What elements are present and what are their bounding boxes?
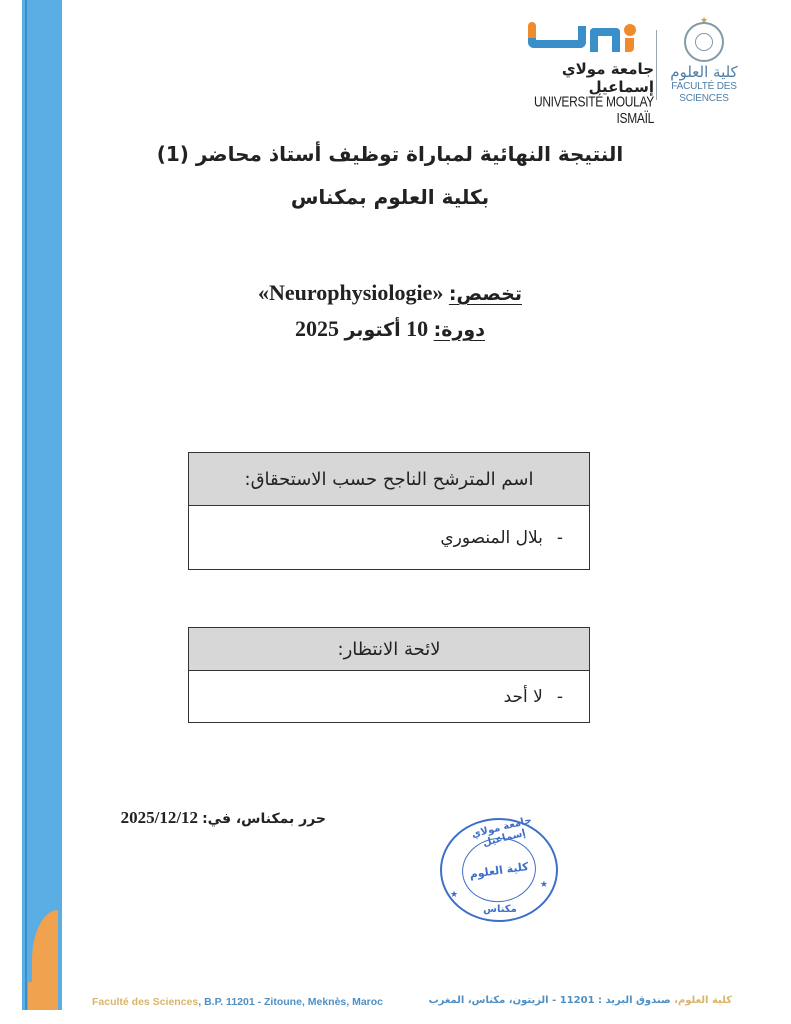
document-title: النتيجة النهائية لمباراة توظيف أستاذ محاضر (1) [156,142,624,166]
session-line [120,316,660,342]
faculty-name-fr: FACULTÉ DES SCIENCES [671,81,737,104]
waiting-list-header: لائحة الانتظار: [189,628,589,671]
star-icon: ★ [700,15,709,25]
star-icon: ★ [539,880,548,890]
document-subtitle: بكلية العلوم بمكناس [290,185,490,209]
signature-prefix: حرر بمكناس، في: [202,811,326,827]
stamp-bottom-text: مكناس [483,904,517,915]
footer-ar-address: صندوق البريد : 11201 - الزيتون، مكناس، المغرب [428,995,675,1006]
faculty-logo [660,15,748,104]
faculty-emblem-icon [684,15,724,62]
specialty-label: تخصص: [448,283,522,305]
star-icon: ★ [450,890,459,900]
official-stamp [440,814,558,922]
footer-fr-faculty: Faculté des Sciences [92,996,199,1008]
admitted-candidate-name: بلال المنصوري [440,528,543,548]
session-label: دورة: [433,319,485,341]
umi-logo-mark-icon [528,22,638,58]
footer-address-ar [428,995,732,1006]
admitted-candidate-table [188,452,590,570]
session-month: أكتوبر [344,319,401,341]
university-name-fr: UNIVERSITÉ MOULAY ISMAÏL [533,93,654,127]
faculty-name-ar: كلية العلوم [670,63,738,81]
logo-divider [656,30,657,100]
waiting-list-table [188,627,590,723]
waiting-list-row [189,671,589,723]
specialty-line [120,280,660,306]
left-stripe-line [25,0,27,1010]
university-name-ar: جامعة مولاي إسماعيل [561,60,654,96]
stamp-outer-text: جامعة مولاي إسماعيل [470,814,533,849]
university-logo [506,22,654,127]
footer-fr-address: , B.P. 11201 - Zitoune, Meknès, Maroc [198,996,384,1008]
session-day: 10 [406,316,429,341]
admitted-candidate-row [189,506,589,570]
admitted-table-header: اسم المترشح الناجح حسب الاستحقاق: [189,453,589,506]
footer-address-fr [92,996,383,1008]
stamp-center-text: كلية العلوم [458,833,540,907]
list-bullet: - [556,528,563,548]
footer-ar-faculty: كلية العلوم، [674,995,732,1006]
list-bullet: - [556,687,563,707]
waiting-list-entry: لا أحد [503,687,543,707]
signature-date: 2025/12/12 [120,808,199,827]
specialty-value: «Neurophysiologie» [258,280,444,305]
session-year: 2025 [294,316,339,341]
left-stripe-orange-notch [28,982,36,1010]
left-decorative-stripe [22,0,62,1010]
signature-line [120,808,326,828]
